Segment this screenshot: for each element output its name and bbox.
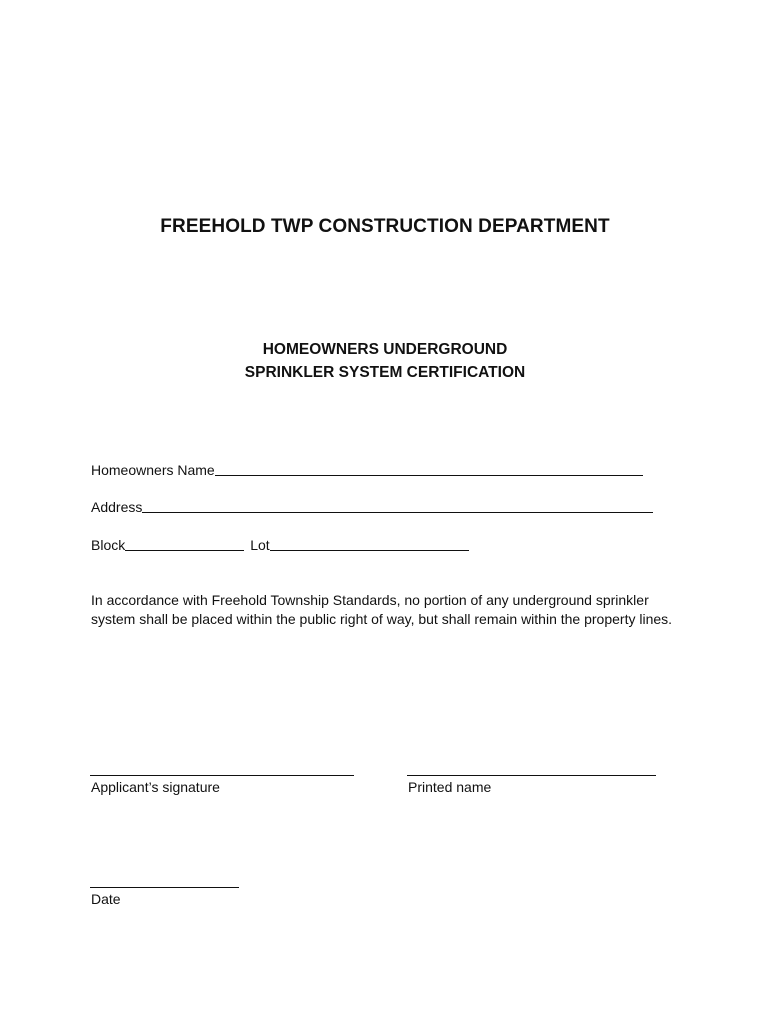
applicant-signature-line[interactable]	[90, 775, 354, 776]
address-blank[interactable]	[142, 512, 653, 513]
date-label: Date	[91, 891, 121, 907]
date-line[interactable]	[90, 887, 239, 888]
form-title-line-1: HOMEOWNERS UNDERGROUND	[262, 341, 508, 358]
address-field	[91, 495, 653, 515]
address-label: Address	[91, 499, 143, 515]
block-label: Block	[91, 537, 126, 553]
homeowners-name-label: Homeowners Name	[91, 462, 215, 478]
printed-name-line[interactable]	[407, 775, 656, 776]
lot-blank[interactable]	[270, 550, 469, 551]
block-blank[interactable]	[125, 550, 244, 551]
form-title-line-2: SPRINKLER SYSTEM CERTIFICATION	[244, 364, 526, 381]
printed-name-label: Printed name	[408, 779, 492, 795]
homeowners-name-blank[interactable]	[215, 475, 643, 476]
block-lot-field	[91, 533, 469, 553]
applicant-signature-label: Applicant’s signature	[91, 779, 220, 795]
department-title: FREEHOLD TWP CONSTRUCTION DEPARTMENT	[160, 216, 610, 237]
lot-label: Lot	[250, 537, 270, 553]
certification-statement: In accordance with Freehold Township Standards, no portion of any underground sprinkler system shall be placed within the public right of way, but shall remain within the property lines.	[91, 592, 673, 627]
homeowners-name-field	[91, 458, 643, 478]
